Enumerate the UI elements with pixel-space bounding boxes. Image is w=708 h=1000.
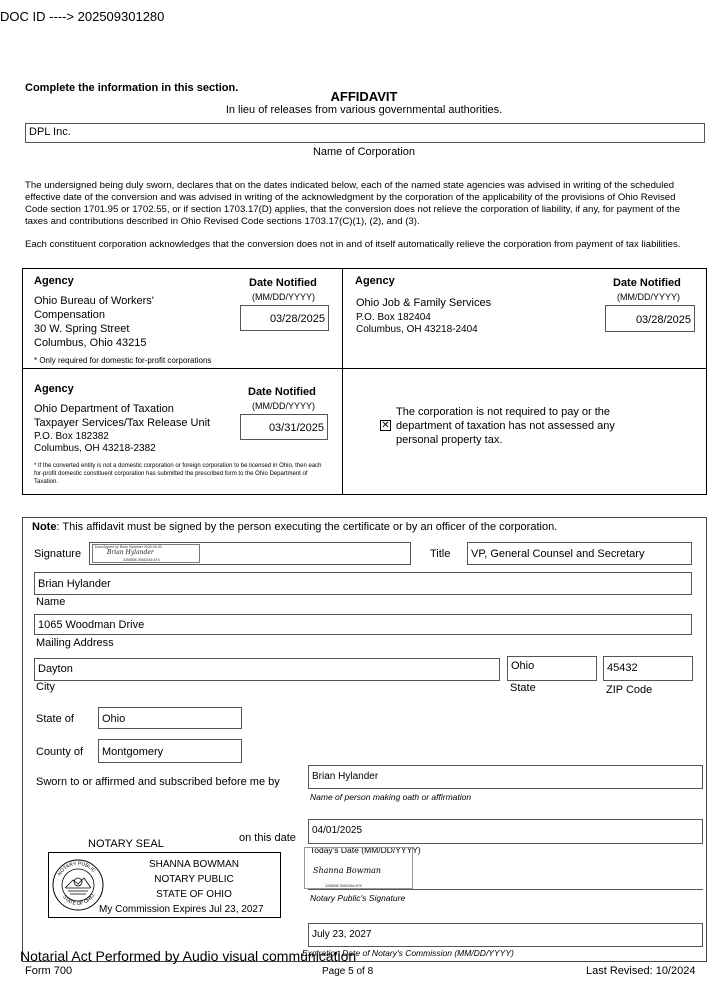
agency-bwc-date[interactable]: 03/28/2025 <box>240 305 329 331</box>
agency-taxation-address: P.O. Box 182382 Columbus, OH 43218-2382 <box>34 431 156 454</box>
state-of-field[interactable]: Ohio <box>98 707 242 729</box>
on-this-date-field[interactable]: 04/01/2025 <box>308 819 703 844</box>
agency-label: Agency <box>34 275 74 287</box>
signature-field[interactable] <box>89 542 411 565</box>
agency-bwc-note: * Only required for domestic for-profit corporations <box>34 356 212 365</box>
title-field[interactable]: VP, General Counsel and Secretary <box>467 542 692 565</box>
section-note: Complete the information in this section. <box>25 82 239 94</box>
state-of-label: State of <box>36 713 74 725</box>
name-field[interactable]: Brian Hylander <box>34 572 692 595</box>
svg-text:NOTARY PUBLIC: NOTARY PUBLIC <box>56 860 97 877</box>
tax-checkbox[interactable]: ✕ <box>381 420 390 431</box>
signature-note: Note: This affidavit must be signed by the person executing the certificate or by an officer of the corporation. <box>32 521 558 533</box>
ohio-seal-icon <box>51 855 105 915</box>
todays-date-caption: Today's Date (MM/DD/YYYY) <box>310 845 421 855</box>
signature-label: Signature <box>34 548 82 560</box>
page-subtitle: In lieu of releases from various governmental authorities. <box>225 104 503 116</box>
commission-expiration-caption: Expiration Date of Notary's Commission (MM/DD/YYYY) <box>302 948 514 958</box>
notary-signature-caption: Notary Public's Signature <box>310 893 406 903</box>
agency-jfs-date[interactable]: 03/28/2025 <box>605 305 695 332</box>
notarial-act-note: Notarial Act Performed by Audio visual communication <box>20 948 357 964</box>
mailing-address-field[interactable]: 1065 Woodman Drive <box>34 614 692 635</box>
state-field[interactable]: Ohio <box>507 656 597 681</box>
tax-checkbox-text: The corporation is not required to pay or the department of taxation has not assessed any personal property tax. <box>396 406 615 446</box>
notary-signature-line <box>308 889 703 890</box>
sworn-name-field[interactable]: Brian Hylander <box>308 765 703 789</box>
agency-label: Agency <box>34 383 74 395</box>
notary-seal-label: NOTARY SEAL <box>88 838 164 850</box>
declaration-paragraph: The undersigned being duly sworn, declares that on the dates indicated below, each of the named state agencies was advised in writing of the scheduled effective date of the conversion and was advised in writing of the acknowledgment by the corporation of the applicability of the provisions of Ohio Revised Code section 1701.95 or 1702.55, or if section 1703.17(D) applies, that the conversion does not relieve the corporation of liability, if any, for payment of the taxes and contributions described in Ohio Revised Code sections 1703.17(C)(1), (2), and (3). <box>25 180 681 227</box>
notary-signature-script: Shanna Bowman <box>313 866 382 875</box>
notary-seal <box>48 852 281 918</box>
signature-script: Brian Hylander <box>107 549 154 556</box>
on-this-date-label: on this date <box>239 832 296 844</box>
notary-signature-field[interactable]: Shanna Bowman 3258808 2B6D0A6 4FA <box>304 847 413 889</box>
name-label: Name <box>36 596 66 608</box>
date-format-label: (MM/DD/YYYY) <box>252 401 315 411</box>
date-notified-label: Date Notified <box>249 277 317 289</box>
commission-expiry-text: My Commission Expires Jul 23, 2027 <box>99 904 264 915</box>
doc-id: DOC ID ----> 202509301280 <box>0 9 165 24</box>
mailing-address-label: Mailing Address <box>36 637 114 649</box>
form-number: Form 700 <box>25 965 73 977</box>
agency-taxation-name: Ohio Department of Taxation Taxpayer Services/Tax Release Unit <box>34 403 211 429</box>
page-number: Page 5 of 8 <box>322 966 374 977</box>
county-label: County of <box>36 746 84 758</box>
svg-text:STATE OF OHIO: STATE OF OHIO <box>61 892 96 908</box>
date-format-label: (MM/DD/YYYY) <box>617 292 680 302</box>
agency-taxation-note: * If the converted entity is not a domestic corporation or foreign corporation to be licensed in Ohio, then each for-profit domestic constituent corporation has submitted the prescribed form to the Ohio Department of Taxation. <box>34 463 322 485</box>
agency-bwc-address: Ohio Bureau of Workers' Compensation 30 W. Spring Street Columbus, Ohio 43215 <box>34 295 154 349</box>
corporation-name-label: Name of Corporation <box>312 146 416 158</box>
state-label: State <box>510 682 536 694</box>
last-revised: Last Revised: 10/2024 <box>586 965 696 977</box>
date-format-label: (MM/DD/YYYY) <box>252 292 315 302</box>
county-field[interactable]: Montgomery <box>98 739 242 763</box>
sworn-label: Sworn to or affirmed and subscribed before me by <box>36 776 280 788</box>
agency-taxation-date[interactable]: 03/31/2025 <box>240 414 328 440</box>
city-field[interactable]: Dayton <box>34 658 500 681</box>
docusign-stamp: DocuSigned by Brian Hylander 2025-09-30 Brian Hylander 3258808 2B6D0A6 4FA <box>92 544 200 563</box>
city-label: City <box>36 681 55 693</box>
agency-jfs-address: P.O. Box 182404 Columbus, OH 43218-2404 <box>356 312 478 335</box>
zip-label: ZIP Code <box>606 684 653 696</box>
agency-label: Agency <box>355 275 395 287</box>
title-label: Title <box>430 548 451 560</box>
corporation-name-field[interactable]: DPL Inc. <box>25 123 705 143</box>
date-notified-label: Date Notified <box>248 386 316 398</box>
seal-text: SHANNA BOWMAN NOTARY PUBLIC STATE OF OHIO <box>148 859 239 900</box>
date-notified-label: Date Notified <box>613 277 681 289</box>
page-title: AFFIDAVIT <box>330 89 398 104</box>
sworn-name-caption: Name of person making oath or affirmation <box>310 792 472 802</box>
acknowledgment-paragraph: Each constituent corporation acknowledges that the conversion does not in and of itself automatically relieve the corporation from payment of tax liabilities. <box>25 239 681 250</box>
zip-field[interactable]: 45432 <box>603 656 693 681</box>
commission-expiration-field[interactable]: July 23, 2027 <box>308 923 703 947</box>
agency-jfs-name: Ohio Job & Family Services <box>356 297 492 309</box>
